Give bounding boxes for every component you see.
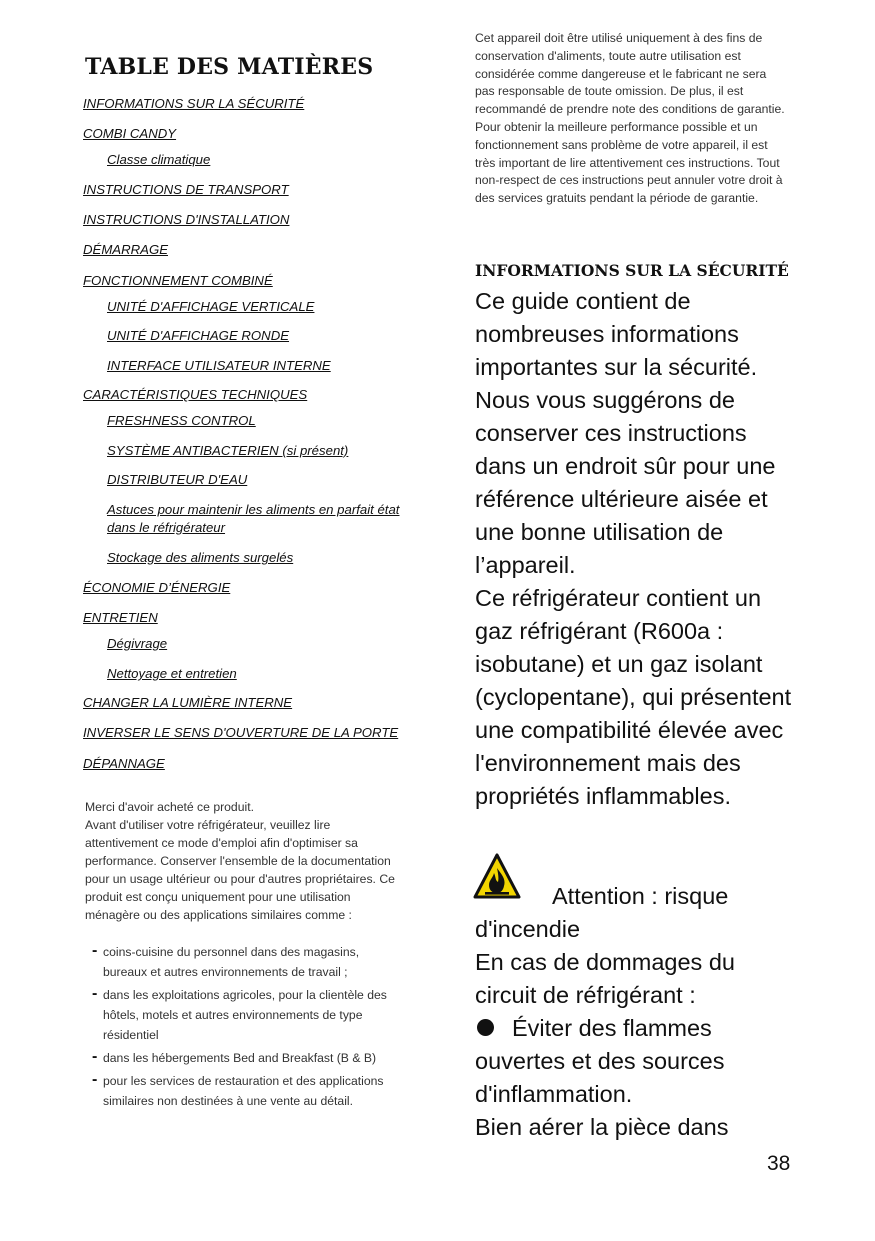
table-of-contents <box>0 0 440 780</box>
section-title-securite: INFORMATIONS SUR LA SÉCURITÉ <box>475 261 789 280</box>
toc-link-depannage[interactable]: DÉPANNAGE <box>83 756 165 771</box>
toc-link-nettoyage[interactable]: Nettoyage et entretien <box>107 666 237 681</box>
damage-paragraph: En cas de dommages du circuit de réfrigérant : <box>475 949 735 1008</box>
toc-link-lumiere[interactable]: CHANGER LA LUMIÈRE INTERNE <box>83 695 293 710</box>
list-item-text: coins-cuisine du personnel dans des magasins, bureaux et autres environnements de travail ; <box>103 945 360 979</box>
intro-text <box>85 798 400 924</box>
usage-paragraph: Cet appareil doit être utilisé uniquement à des fins de conservation d'aliments, toute autre utilisation est considérée comme dangereuse et le fabricant ne sera pas responsable de toute omission. De plus, il est recommandé de prendre note des conditions de garantie. Pour obtenir la meilleure performance possible et un fonctionnement sans problème de votre appareil, il est très important de lire attentivement ces instructions. Tout non-respect de ces instructions peut annuler votre droit à des services gratuits pendant la période de garantie. <box>475 31 785 206</box>
toc-link-installation[interactable]: INSTRUCTIONS D'INSTALLATION <box>83 212 290 227</box>
page-number: 38 <box>767 1152 791 1175</box>
toc-link-affichage-ronde[interactable]: UNITÉ D'AFFICHAGE RONDE <box>107 328 290 343</box>
dash-marker: - <box>92 985 98 1002</box>
fire-warning-icon <box>473 852 521 902</box>
usage-list <box>90 942 400 1114</box>
toc-link-entretien[interactable]: ENTRETIEN <box>83 610 158 625</box>
list-item <box>90 942 400 982</box>
list-item-text: dans les exploitations agricoles, pour la clientèle des hôtels, motels et autres environnements de type résidentiel <box>103 988 387 1042</box>
toc-link-classe-climatique[interactable]: Classe climatique <box>107 152 211 167</box>
toc-link-securite[interactable]: INFORMATIONS SUR LA SÉCURITÉ <box>83 96 305 111</box>
safety-paragraph-gas: Ce réfrigérateur contient un gaz réfrigérant (R600a : isobutane) et un gaz isolant (cyclopentane), qui présentent une compatibilité élevée avec l'environnement mais des propriétés inflammables. <box>475 585 792 809</box>
toc-link-interface-interne[interactable]: INTERFACE UTILISATEUR INTERNE <box>107 358 331 373</box>
toc-link-transport[interactable]: INSTRUCTIONS DE TRANSPORT <box>83 182 289 197</box>
ventilation-paragraph: Bien aérer la pièce dans <box>475 1114 729 1140</box>
toc-title: TABLE DES MATIÈRES <box>85 54 374 80</box>
warning-fire-rest: d'incendie <box>475 916 581 942</box>
list-item-text: dans les hébergements Bed and Breakfast (B & B) <box>103 1051 377 1065</box>
intro-paragraph: Avant d'utiliser votre réfrigérateur, veuillez lire attentivement ce mode d'emploi afin d'optimiser sa performance. Conserver l'ensemble de la documentation pour un usage ultérieur ou pour d'autres propriétaires. Ce produit est conçu uniquement pour une utilisation ménagère ou des applications similaires comme : <box>85 818 395 922</box>
toc-link-astuces[interactable]: Astuces pour maintenir les aliments en parfait état dans le réfrigérateur <box>107 502 400 535</box>
dash-marker: - <box>92 1048 98 1065</box>
flames-bullet-text: Éviter des flammes ouvertes et des sources d'inflammation. <box>475 1015 725 1107</box>
toc-link-distributeur[interactable]: DISTRIBUTEUR D'EAU <box>107 472 248 487</box>
list-item <box>90 1048 400 1068</box>
toc-link-porte[interactable]: INVERSER LE SENS D'OUVERTURE DE LA PORTE <box>83 725 399 740</box>
toc-link-degivrage[interactable]: Dégivrage <box>107 636 168 651</box>
thanks-line: Merci d'avoir acheté ce produit. <box>85 800 254 814</box>
toc-link-surgeles[interactable]: Stockage des aliments surgelés <box>107 550 294 565</box>
toc-link-economie[interactable]: ÉCONOMIE D’ÉNERGIE <box>83 580 231 595</box>
toc-link-caracteristiques[interactable]: CARACTÉRISTIQUES TECHNIQUES <box>83 387 308 402</box>
safety-paragraph-guide: Ce guide contient de nombreuses informations importantes sur la sécurité. Nous vous suggérons de conserver ces instructions dans un endroit sûr pour une référence ultérieure aisée et une bonne utilisation de l’appareil. <box>475 288 776 578</box>
list-item-text: pour les services de restauration et des applications similaires non destinées à une vente au détail. <box>103 1074 384 1108</box>
toc-link-freshness[interactable]: FRESHNESS CONTROL <box>107 413 256 428</box>
toc-link-combi-candy[interactable]: COMBI CANDY <box>83 126 177 141</box>
dash-marker: - <box>92 942 98 959</box>
toc-link-affichage-verticale[interactable]: UNITÉ D'AFFICHAGE VERTICALE <box>107 299 315 314</box>
dash-marker: - <box>92 1071 98 1088</box>
toc-link-fonctionnement[interactable]: FONCTIONNEMENT COMBINÉ <box>83 273 273 288</box>
list-item <box>90 985 400 1045</box>
list-item <box>90 1071 400 1111</box>
warning-fire-title: Attention : risque <box>552 883 729 909</box>
toc-link-antibacterien[interactable]: SYSTÈME ANTIBACTERIEN (si présent) <box>107 443 349 458</box>
toc-link-demarrage[interactable]: DÉMARRAGE <box>83 242 168 257</box>
